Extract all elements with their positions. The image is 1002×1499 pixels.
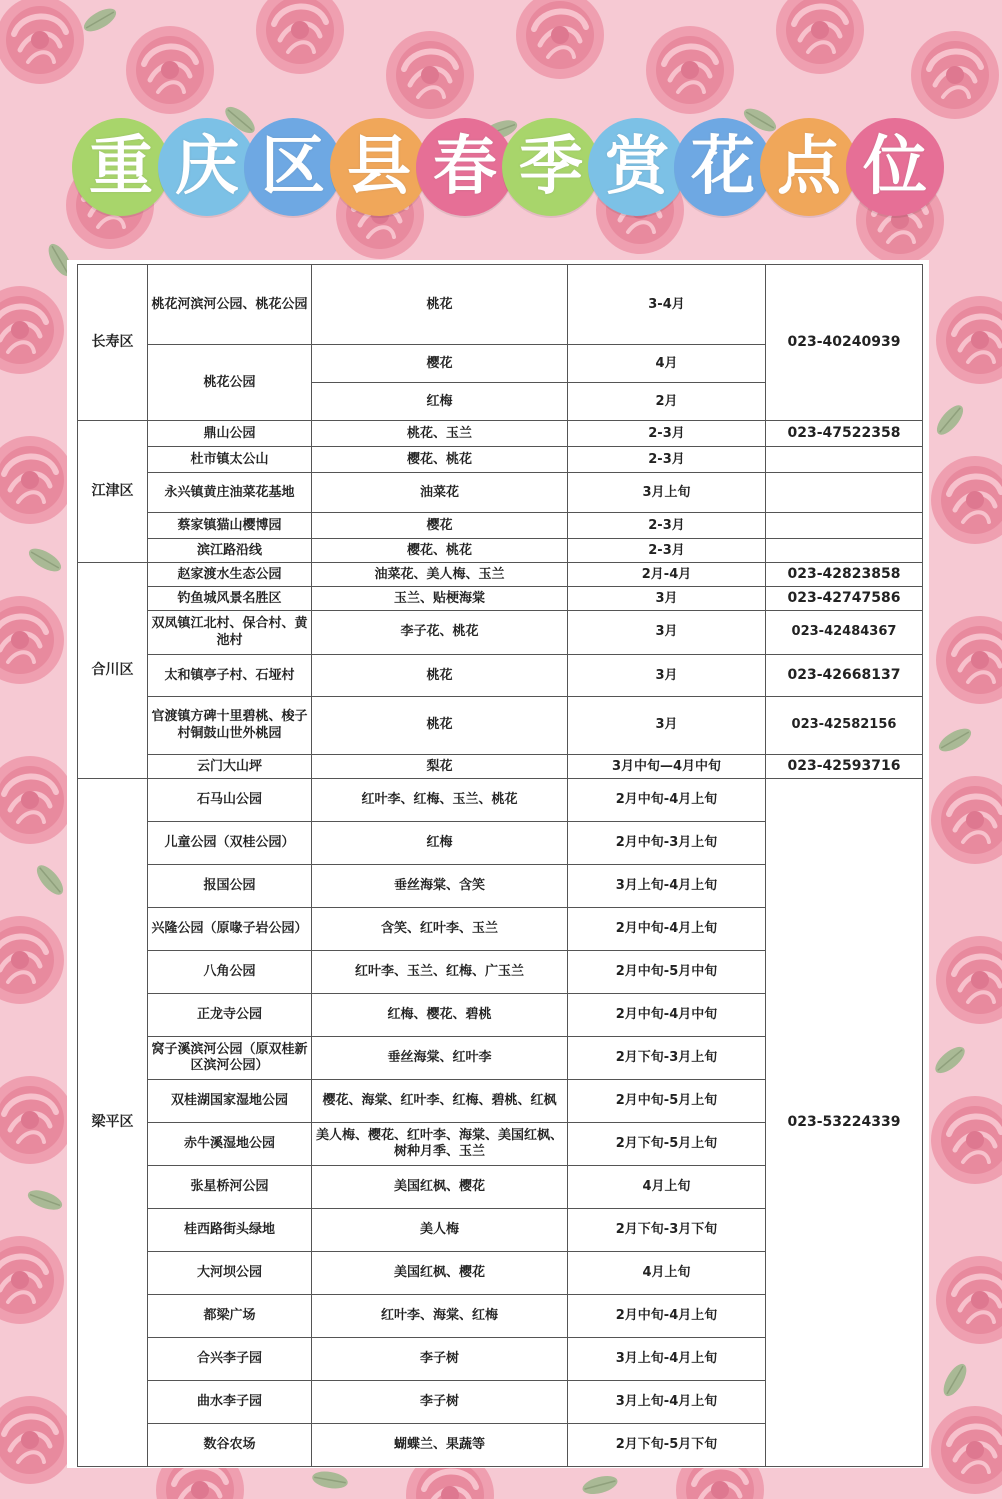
flower-cell: 含笑、红叶李、玉兰 xyxy=(312,908,568,951)
flower-cell: 桃花 xyxy=(312,655,568,697)
time-cell: 2月下旬-3月上旬 xyxy=(568,1037,766,1080)
table-row xyxy=(78,697,923,755)
phone-cell: 023-42484367 xyxy=(766,611,923,655)
place-cell: 兴隆公园（原喙子岩公园） xyxy=(148,908,312,951)
flower-cell: 红叶李、玉兰、红梅、广玉兰 xyxy=(312,951,568,994)
place-cell: 报国公园 xyxy=(148,865,312,908)
flower-cell: 美人梅、樱花、红叶李、海棠、美国红枫、树种月季、玉兰 xyxy=(312,1123,568,1166)
table-row xyxy=(78,473,923,513)
time-cell: 3月上旬 xyxy=(568,473,766,513)
table-row xyxy=(78,447,923,473)
time-cell: 3月上旬-4月上旬 xyxy=(568,1381,766,1424)
time-cell: 3-4月 xyxy=(568,265,766,345)
flower-cell: 李子树 xyxy=(312,1381,568,1424)
table-row xyxy=(78,755,923,779)
phone-cell: 023-47522358 xyxy=(766,421,923,447)
time-cell: 3月上旬-4月上旬 xyxy=(568,1338,766,1381)
flower-cell: 玉兰、贴梗海棠 xyxy=(312,587,568,611)
flower-cell: 油菜花、美人梅、玉兰 xyxy=(312,563,568,587)
time-cell: 2月中旬-5月中旬 xyxy=(568,951,766,994)
flower-spots-table xyxy=(77,264,923,1467)
place-cell: 鼎山公园 xyxy=(148,421,312,447)
title-circle: 赏 xyxy=(588,118,686,216)
phone-cell: 023-42582156 xyxy=(766,697,923,755)
place-cell: 蔡家镇猫山樱博园 xyxy=(148,513,312,539)
flower-cell: 李子花、桃花 xyxy=(312,611,568,655)
table-row xyxy=(78,563,923,587)
place-cell: 钓鱼城风景名胜区 xyxy=(148,587,312,611)
title-circle: 位 xyxy=(846,118,944,216)
place-cell: 八角公园 xyxy=(148,951,312,994)
flower-cell: 油菜花 xyxy=(312,473,568,513)
phone-cell xyxy=(766,447,923,473)
flower-cell: 樱花、桃花 xyxy=(312,447,568,473)
flower-cell: 桃花、玉兰 xyxy=(312,421,568,447)
time-cell: 2月中旬-4月上旬 xyxy=(568,908,766,951)
title-circle: 县 xyxy=(330,118,428,216)
title-circle: 春 xyxy=(416,118,514,216)
time-cell: 2月中旬-5月上旬 xyxy=(568,1080,766,1123)
district-name: 长寿区 xyxy=(78,265,148,421)
title-circle: 点 xyxy=(760,118,858,216)
time-cell: 3月 xyxy=(568,611,766,655)
table-row xyxy=(78,779,923,822)
time-cell: 4月上旬 xyxy=(568,1166,766,1209)
place-cell: 正龙寺公园 xyxy=(148,994,312,1037)
time-cell: 3月 xyxy=(568,587,766,611)
time-cell: 3月 xyxy=(568,655,766,697)
time-cell: 2月 xyxy=(568,383,766,421)
flower-cell: 红叶李、海棠、红梅 xyxy=(312,1295,568,1338)
place-cell: 曲水李子园 xyxy=(148,1381,312,1424)
flower-cell: 红梅 xyxy=(312,383,568,421)
table-row xyxy=(78,539,923,563)
flower-cell: 红梅、樱花、碧桃 xyxy=(312,994,568,1037)
time-cell: 2月中旬-4月上旬 xyxy=(568,1295,766,1338)
flower-cell: 垂丝海棠、红叶李 xyxy=(312,1037,568,1080)
place-cell: 合兴李子园 xyxy=(148,1338,312,1381)
title-circle: 重 xyxy=(72,118,170,216)
district-name: 梁平区 xyxy=(78,779,148,1467)
time-cell: 2-3月 xyxy=(568,513,766,539)
place-cell: 双凤镇江北村、保合村、黄池村 xyxy=(148,611,312,655)
table-row xyxy=(78,655,923,697)
flower-cell: 樱花、桃花 xyxy=(312,539,568,563)
place-cell: 太和镇亭子村、石垭村 xyxy=(148,655,312,697)
time-cell: 2月下旬-5月上旬 xyxy=(568,1123,766,1166)
flower-cell: 红梅 xyxy=(312,822,568,865)
flower-cell: 樱花 xyxy=(312,513,568,539)
place-cell: 石马山公园 xyxy=(148,779,312,822)
flower-cell: 樱花 xyxy=(312,345,568,383)
phone-cell xyxy=(766,473,923,513)
flower-cell: 红叶李、红梅、玉兰、桃花 xyxy=(312,779,568,822)
time-cell: 3月上旬-4月上旬 xyxy=(568,865,766,908)
flower-cell: 蝴蝶兰、果蔬等 xyxy=(312,1424,568,1467)
page-title xyxy=(72,118,952,228)
flower-cell: 樱花、海棠、红叶李、红梅、碧桃、红枫 xyxy=(312,1080,568,1123)
table-row xyxy=(78,421,923,447)
phone-cell: 023-42668137 xyxy=(766,655,923,697)
place-cell: 永兴镇黄庄油菜花基地 xyxy=(148,473,312,513)
phone-cell: 023-42823858 xyxy=(766,563,923,587)
place-cell: 张星桥河公园 xyxy=(148,1166,312,1209)
place-cell: 大河坝公园 xyxy=(148,1252,312,1295)
place-cell: 数谷农场 xyxy=(148,1424,312,1467)
place-cell: 儿童公园（双桂公园） xyxy=(148,822,312,865)
phone-cell: 023-53224339 xyxy=(766,779,923,1467)
place-cell: 桂西路街头绿地 xyxy=(148,1209,312,1252)
phone-cell xyxy=(766,513,923,539)
phone-cell: 023-42747586 xyxy=(766,587,923,611)
place-cell: 滨江路沿线 xyxy=(148,539,312,563)
flower-cell: 美人梅 xyxy=(312,1209,568,1252)
time-cell: 2月中旬-4月中旬 xyxy=(568,994,766,1037)
time-cell: 3月 xyxy=(568,697,766,755)
time-cell: 2月中旬-3月上旬 xyxy=(568,822,766,865)
table-row xyxy=(78,611,923,655)
time-cell: 2月-4月 xyxy=(568,563,766,587)
place-cell: 桃花河滨河公园、桃花公园 xyxy=(148,265,312,345)
place-cell: 云门大山坪 xyxy=(148,755,312,779)
time-cell: 2月下旬-5月下旬 xyxy=(568,1424,766,1467)
title-circle: 庆 xyxy=(158,118,256,216)
table-row xyxy=(78,587,923,611)
district-name: 江津区 xyxy=(78,421,148,563)
flower-cell: 桃花 xyxy=(312,697,568,755)
flower-cell: 美国红枫、樱花 xyxy=(312,1166,568,1209)
place-cell: 都梁广场 xyxy=(148,1295,312,1338)
phone-cell: 023-42593716 xyxy=(766,755,923,779)
time-cell: 2月下旬-3月下旬 xyxy=(568,1209,766,1252)
place-cell: 窝子溪滨河公园（原双桂新区滨河公园） xyxy=(148,1037,312,1080)
place-cell: 赵家渡水生态公园 xyxy=(148,563,312,587)
title-circle: 季 xyxy=(502,118,600,216)
place-cell: 赤牛溪湿地公园 xyxy=(148,1123,312,1166)
table-row xyxy=(78,513,923,539)
district-name: 合川区 xyxy=(78,563,148,779)
place-cell: 桃花公园 xyxy=(148,345,312,421)
place-cell: 双桂湖国家湿地公园 xyxy=(148,1080,312,1123)
phone-cell: 023-40240939 xyxy=(766,265,923,421)
title-circle: 区 xyxy=(244,118,342,216)
time-cell: 2-3月 xyxy=(568,447,766,473)
table-row xyxy=(78,265,923,345)
time-cell: 4月上旬 xyxy=(568,1252,766,1295)
flower-cell: 李子树 xyxy=(312,1338,568,1381)
flower-cell: 桃花 xyxy=(312,265,568,345)
phone-cell xyxy=(766,539,923,563)
time-cell: 2月中旬-4月上旬 xyxy=(568,779,766,822)
place-cell: 杜市镇太公山 xyxy=(148,447,312,473)
time-cell: 4月 xyxy=(568,345,766,383)
flower-cell: 梨花 xyxy=(312,755,568,779)
flower-cell: 美国红枫、樱花 xyxy=(312,1252,568,1295)
title-circle: 花 xyxy=(674,118,772,216)
time-cell: 3月中旬—4月中旬 xyxy=(568,755,766,779)
flower-cell: 垂丝海棠、含笑 xyxy=(312,865,568,908)
time-cell: 2-3月 xyxy=(568,539,766,563)
place-cell: 官渡镇方碑十里碧桃、梭子村铜鼓山世外桃园 xyxy=(148,697,312,755)
time-cell: 2-3月 xyxy=(568,421,766,447)
